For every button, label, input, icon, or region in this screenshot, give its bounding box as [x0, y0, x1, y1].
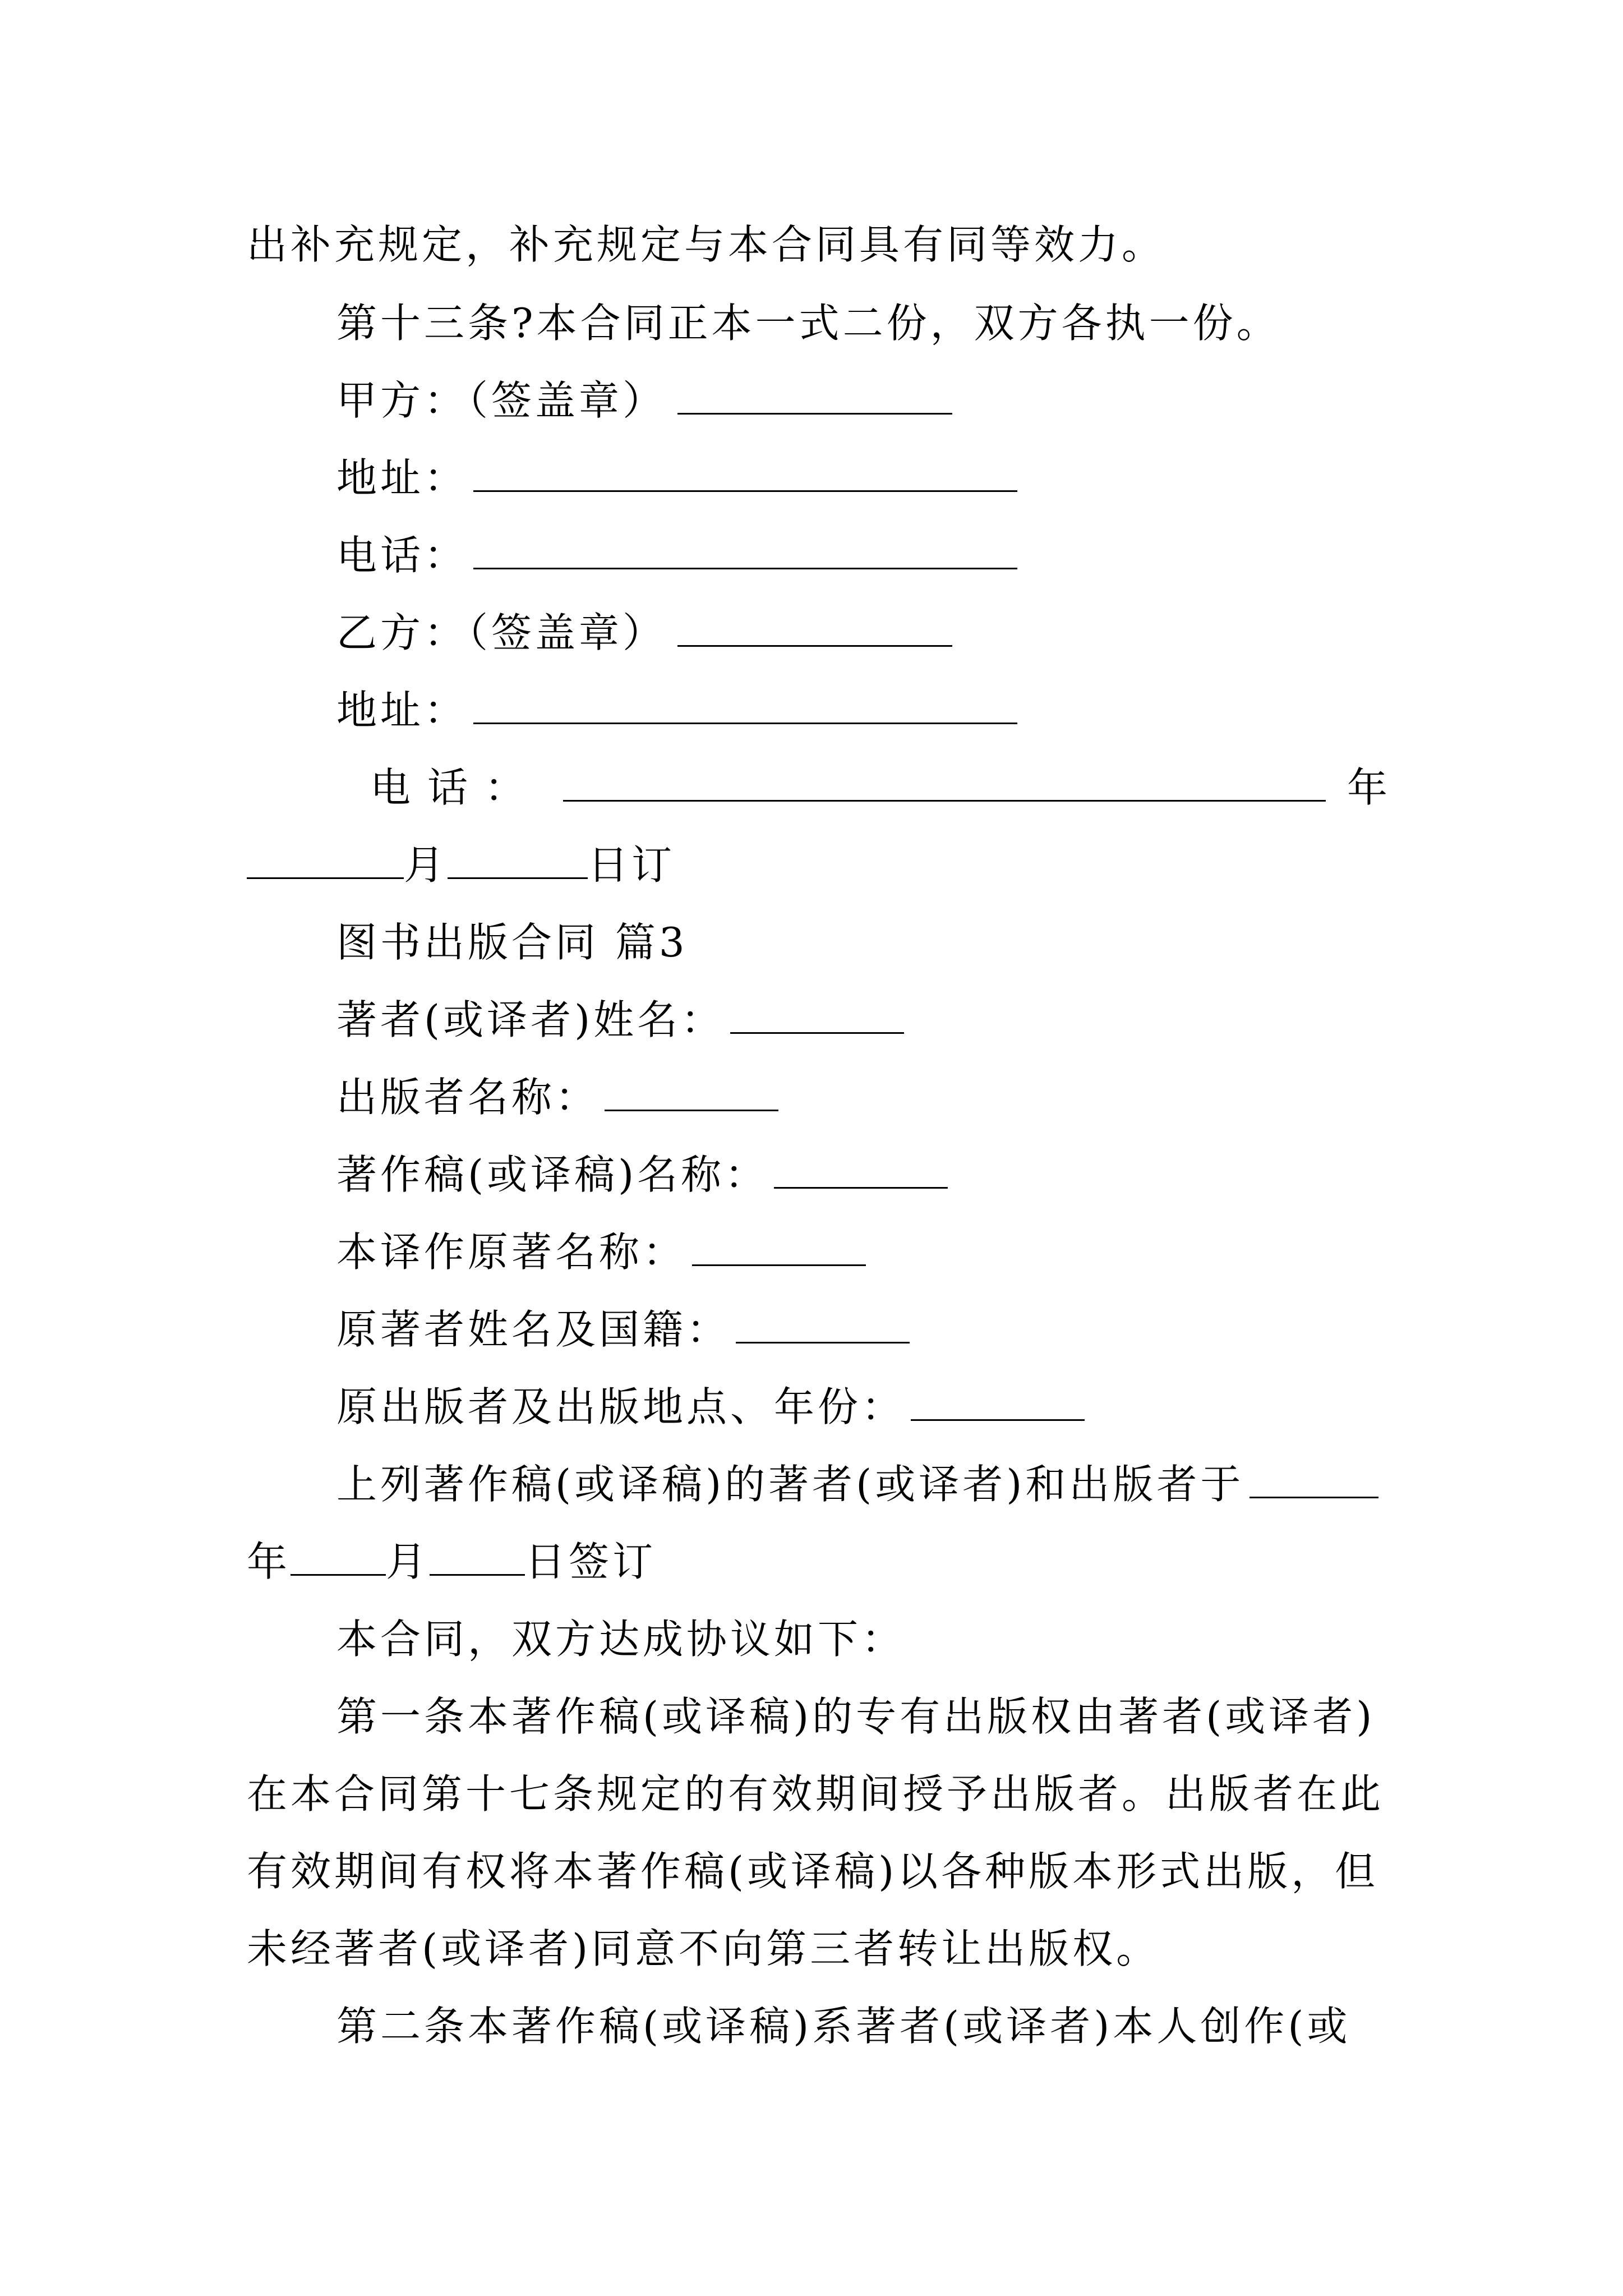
manuscript-name-blank — [774, 1149, 948, 1189]
party-b-address-blank — [473, 684, 1017, 724]
party-b-phone-label: 电话： — [370, 764, 542, 811]
signing-month-blank — [291, 1536, 386, 1576]
date-row — [247, 839, 1391, 891]
original-publisher-row — [336, 1381, 1391, 1433]
original-publisher-label: 原出版者及出版地点、年份： — [336, 1383, 906, 1430]
party-b-label: 乙方：（签盖章） — [336, 609, 667, 656]
original-title-row — [336, 1226, 1391, 1278]
party-b-phone-row — [370, 762, 1391, 813]
party-b-blank — [677, 607, 952, 647]
original-title-label: 本译作原著名称： — [336, 1228, 687, 1276]
party-a-address-blank — [473, 452, 1017, 492]
signing-year-blank — [1249, 1458, 1378, 1498]
manuscript-name-row — [336, 1149, 1391, 1200]
author-name-row — [336, 994, 1391, 1046]
clause-1-line-4: 未经著者(或译者)同意不向第三者转让出版权。 — [247, 1925, 1160, 1972]
party-a-phone-blank — [473, 530, 1017, 569]
signing-statement-text: 上列著作稿(或译稿)的著者(或译者)和出版者于 — [336, 1461, 1244, 1508]
party-a-label: 甲方：（签盖章） — [336, 377, 667, 424]
month-label: 月 — [404, 841, 448, 889]
clause-13: 第十三条?本合同正本一式二份，双方各执一份。 — [336, 300, 1280, 347]
signing-month-label: 月 — [386, 1538, 430, 1585]
section-title: 图书出版合同 篇3 — [336, 919, 688, 966]
signing-statement-row — [336, 1458, 1391, 1510]
party-a-address-row — [336, 452, 1391, 504]
signing-date-row — [247, 1536, 1391, 1588]
party-b-address-row — [336, 684, 1391, 736]
party-b-phone-blank — [563, 762, 1326, 802]
manuscript-name-label: 著作稿(或译稿)名称： — [336, 1151, 769, 1198]
original-author-label: 原著者姓名及国籍： — [336, 1306, 731, 1353]
original-author-blank — [736, 1304, 910, 1343]
party-a-signature-row — [336, 375, 1391, 426]
party-a-phone-label: 电话： — [336, 532, 468, 579]
clause-2-line-1: 第二条本著作稿(或译稿)系著者(或译者)本人创作(或 — [336, 2003, 1351, 2050]
original-author-row — [336, 1304, 1391, 1355]
author-name-blank — [730, 994, 904, 1034]
year-label: 年 — [1347, 764, 1391, 811]
party-b-address-label: 地址： — [336, 687, 468, 734]
day-blank — [448, 839, 588, 879]
paragraph-line: 出补充规定，补充规定与本合同具有同等效力。 — [247, 221, 1166, 268]
signing-day-label: 日签订 — [525, 1538, 657, 1585]
signing-year-label: 年 — [247, 1538, 291, 1585]
clause-1-line-3: 有效期间有权将本著作稿(或译稿)以各种版本形式出版，但 — [247, 1848, 1379, 1895]
party-a-address-label: 地址： — [336, 454, 468, 501]
day-label: 日订 — [588, 841, 676, 889]
original-title-blank — [692, 1226, 866, 1266]
party-a-blank — [677, 375, 952, 415]
publisher-name-blank — [605, 1071, 778, 1111]
party-a-phone-row — [336, 530, 1391, 581]
publisher-name-label: 出版者名称： — [336, 1074, 600, 1121]
party-b-signature-row — [336, 607, 1391, 659]
author-name-label: 著者(或译者)姓名： — [336, 996, 725, 1043]
publisher-name-row — [336, 1071, 1391, 1123]
agreement-intro: 本合同，双方达成协议如下： — [336, 1616, 906, 1663]
clause-1-line-1: 第一条本著作稿(或译稿)的专有出版权由著者(或译者) — [336, 1693, 1376, 1740]
month-blank — [247, 839, 404, 879]
clause-1-line-2: 在本合同第十七条规定的有效期间授予出版者。出版者在此 — [247, 1770, 1385, 1818]
signing-day-blank — [430, 1536, 525, 1576]
original-publisher-blank — [911, 1381, 1085, 1421]
